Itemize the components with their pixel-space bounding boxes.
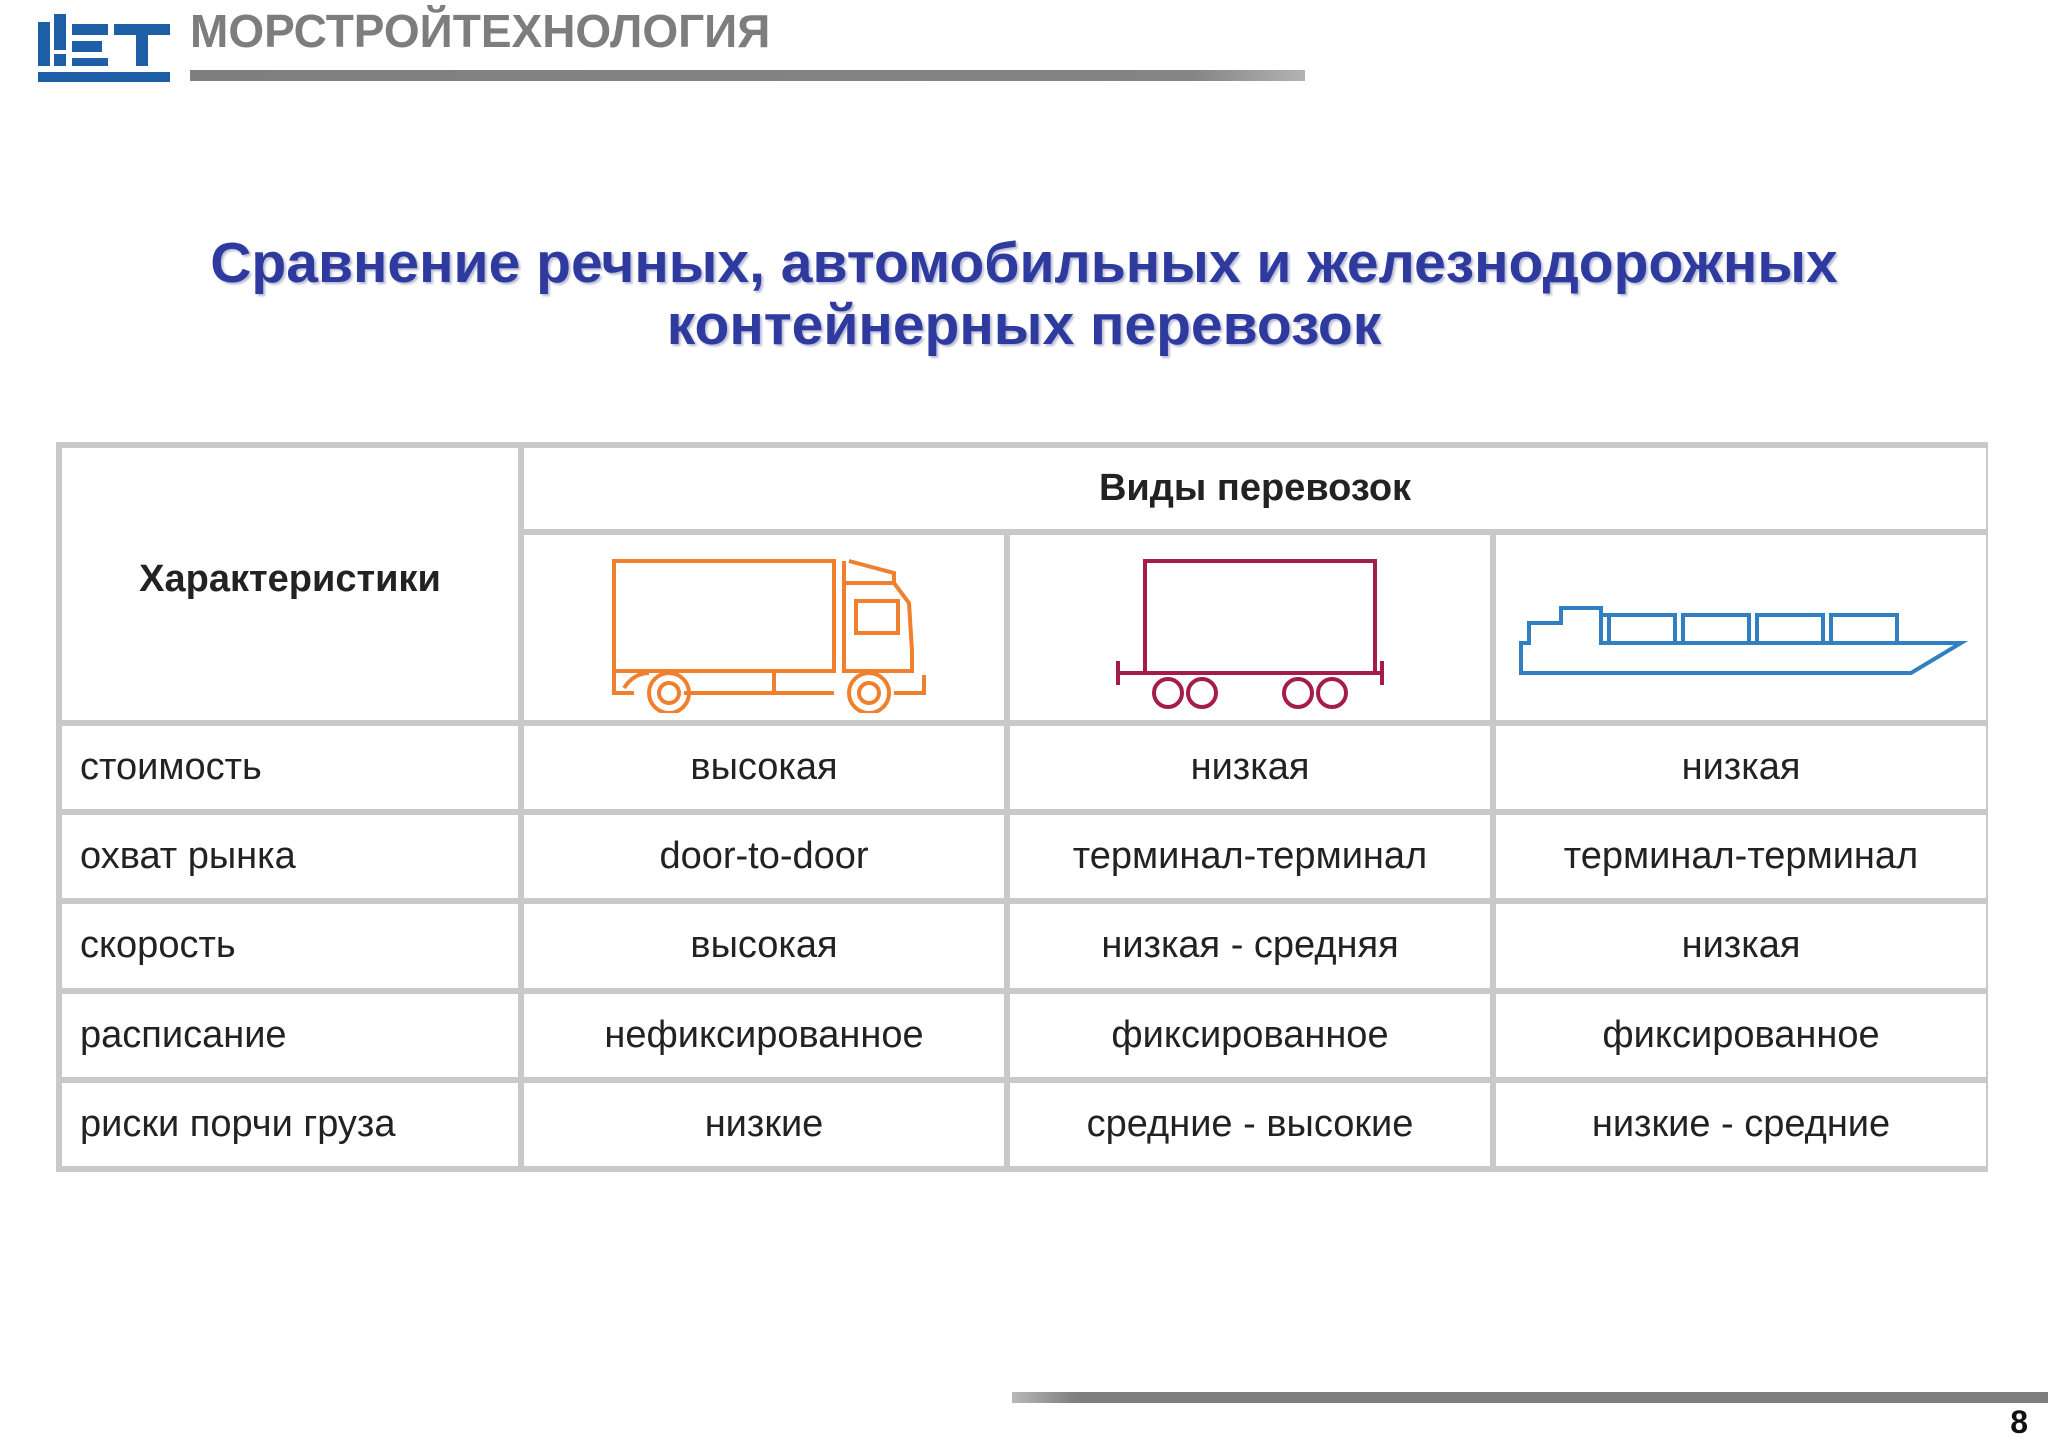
- title-line-1: Сравнение речных, автомобильных и железнодорожных: [210, 231, 1838, 295]
- row-label: охват рынка: [62, 815, 518, 898]
- rail-wagon-icon: [1100, 543, 1400, 713]
- row-label: риски порчи груза: [62, 1083, 518, 1166]
- ship-icon-cell: [1496, 535, 1986, 720]
- company-logo: [38, 14, 170, 82]
- cell-road: door-to-door: [524, 815, 1004, 898]
- ship-icon: [1511, 563, 1971, 693]
- page-number: 8: [2010, 1404, 2028, 1440]
- cell-road: низкие: [524, 1083, 1004, 1166]
- cell-rail: средние - высокие: [1010, 1083, 1490, 1166]
- truck-icon: [594, 543, 934, 713]
- table-row: [62, 994, 1986, 1077]
- cell-road: нефиксированное: [524, 994, 1004, 1077]
- cell-road: высокая: [524, 904, 1004, 987]
- table-row: [62, 904, 1986, 987]
- page-title: [0, 232, 2048, 356]
- cell-river: низкая: [1496, 726, 1986, 809]
- truck-icon-cell: [524, 535, 1004, 720]
- header-divider: [190, 70, 1305, 81]
- cell-rail: фиксированное: [1010, 994, 1490, 1077]
- title-line-2: контейнерных перевозок: [666, 293, 1382, 357]
- company-name: МОРСТРОЙТЕХНОЛОГИЯ: [190, 5, 771, 57]
- table-row: [62, 1083, 1986, 1166]
- cell-rail: низкая: [1010, 726, 1490, 809]
- cell-rail: низкая - средняя: [1010, 904, 1490, 987]
- cell-rail: терминал-терминал: [1010, 815, 1490, 898]
- cell-river: терминал-терминал: [1496, 815, 1986, 898]
- footer-divider: [1012, 1392, 2048, 1403]
- row-label: стоимость: [62, 726, 518, 809]
- rail-wagon-icon-cell: [1010, 535, 1490, 720]
- table-row: [62, 726, 1986, 809]
- header-characteristics: Характеристики: [62, 448, 518, 720]
- comparison-table: [56, 442, 1988, 1172]
- cell-river: низкая: [1496, 904, 1986, 987]
- row-label: скорость: [62, 904, 518, 987]
- cell-river: низкие - средние: [1496, 1083, 1986, 1166]
- table-row: [62, 815, 1986, 898]
- row-label: расписание: [62, 994, 518, 1077]
- cell-river: фиксированное: [1496, 994, 1986, 1077]
- cell-road: высокая: [524, 726, 1004, 809]
- header-transport-kinds: Виды перевозок: [524, 448, 1986, 529]
